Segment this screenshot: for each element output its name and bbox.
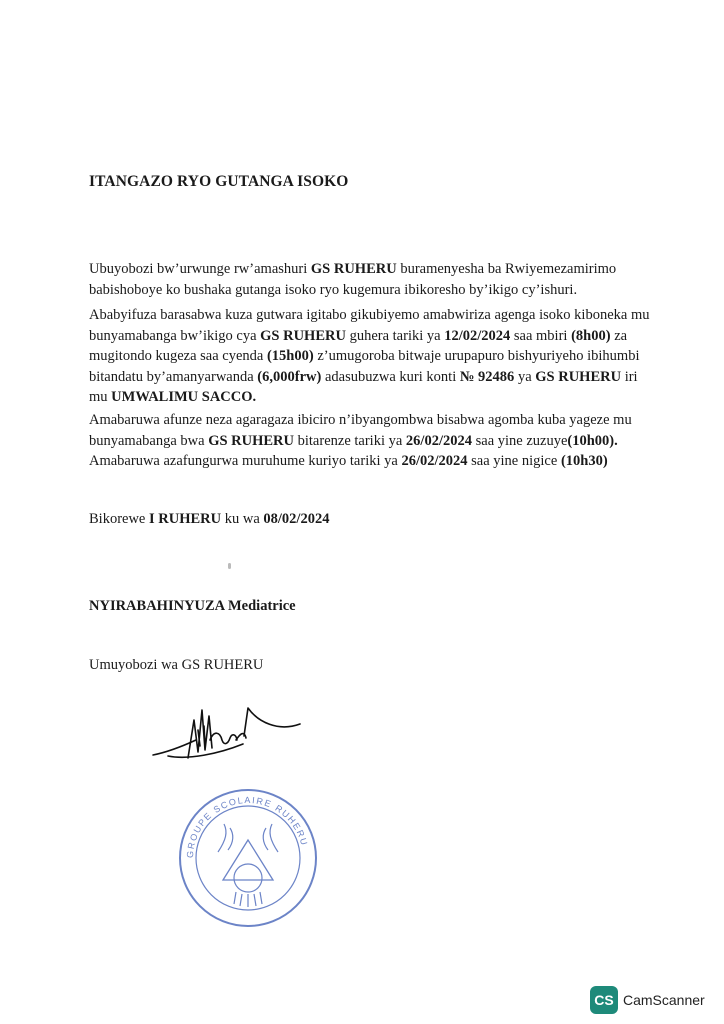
paragraph-line (89, 367, 689, 388)
scan-speck (228, 563, 231, 569)
text-run: adasubuzwa kuri konti (321, 368, 460, 385)
written-at-line (89, 511, 329, 528)
paragraph-line (89, 410, 689, 431)
text-run: mugitondo kugeza saa cyenda (89, 348, 267, 364)
bold-text: (6,000frw) (257, 368, 322, 385)
text-run: iri (621, 368, 638, 385)
paragraph-line (89, 326, 689, 347)
text-run: Amabaruwa afunze neza agaragaza ibiciro n’ibyangombwa bisabwa agomba kuba yageze mu (89, 412, 632, 428)
handwritten-signature (148, 700, 308, 770)
bold-text: GS RUHERU (535, 368, 622, 385)
signer-name: NYIRABAHINYUZA Mediatrice (89, 598, 296, 614)
camscanner-label: CamScanner (623, 992, 705, 1008)
text-run: mu (89, 389, 112, 405)
paragraph-line (89, 346, 689, 367)
bold-text: 26/02/2024 (405, 432, 472, 449)
paragraph-line (89, 451, 689, 472)
bold-text: GS RUHERU (208, 432, 294, 449)
text-run: Bikorewe (89, 511, 149, 527)
text-run: ku wa (221, 511, 264, 527)
paragraph-line (89, 305, 689, 326)
paragraph-line (89, 387, 689, 408)
paragraph-line (89, 259, 689, 280)
text-run: Ababyifuza barasabwa kuza gutwara igitabo gikubiyemo amabwiriza agenga isoko kiboneka mu (89, 307, 650, 323)
paragraph-intro (89, 259, 689, 300)
text-run: bunyamabanga bwa (89, 432, 209, 449)
camscanner-watermark (590, 985, 705, 1015)
paragraph-submission (89, 410, 689, 472)
text-run: bitandatu by’amanyarwanda (89, 368, 258, 385)
camscanner-logo-icon: CS (590, 986, 618, 1014)
bold-text: (10h30) (560, 453, 608, 469)
text-run: saa yine zuzuye (471, 432, 568, 449)
bold-text: 08/02/2024 (263, 511, 330, 527)
bold-text: 26/02/2024 (401, 453, 468, 469)
text-run: Ubuyobozi bw’urwunge rw’amashuri (89, 261, 311, 277)
bold-text: UMWALIMU SACCO. (111, 389, 257, 405)
official-stamp (168, 780, 328, 930)
text-run: saa yine nigice (467, 453, 561, 469)
paragraph-line (89, 431, 689, 452)
bold-text: (10h00). (567, 432, 618, 449)
text-run: Amabaruwa azafungurwa muruhume kuriyo tariki ya (89, 453, 402, 469)
bold-text: I RUHERU (149, 511, 222, 527)
text-run: ya (514, 368, 536, 385)
paragraph-line (89, 280, 689, 301)
bold-text: № 92486 (459, 368, 515, 385)
svg-text:GROUPE SCOLAIRE RUHERU: GROUPE SCOLAIRE RUHERU (184, 795, 310, 859)
text-run: buramenyesha ba Rwiyemezamirimo (396, 261, 617, 277)
text-run: z’umugoroba bitwaje urupapuro bishyuriyeho ibihumbi (313, 348, 640, 364)
text-run: bunyamabanga bw’ikigo cya (89, 327, 261, 344)
text-run: za (610, 327, 628, 344)
announcement-title: ITANGAZO RYO GUTANGA ISOKO (89, 173, 349, 190)
text-run: saa mbiri (510, 327, 572, 344)
bold-text: 12/02/2024 (444, 327, 511, 344)
signer-role: Umuyobozi wa GS RUHERU (89, 657, 264, 673)
paragraph-instructions (89, 305, 689, 408)
text-run: guhera tariki ya (345, 327, 445, 344)
text-run: babishoboye ko bushaka gutanga isoko ryo kugemura ibikoresho by’ikigo cy’ishuri. (89, 281, 578, 298)
bold-text: GS RUHERU (310, 261, 397, 277)
text-run: bitarenze tariki ya (294, 432, 406, 449)
bold-text: (15h00) (266, 348, 314, 364)
bold-text: (8h00) (571, 327, 611, 344)
bold-text: GS RUHERU (260, 327, 346, 344)
